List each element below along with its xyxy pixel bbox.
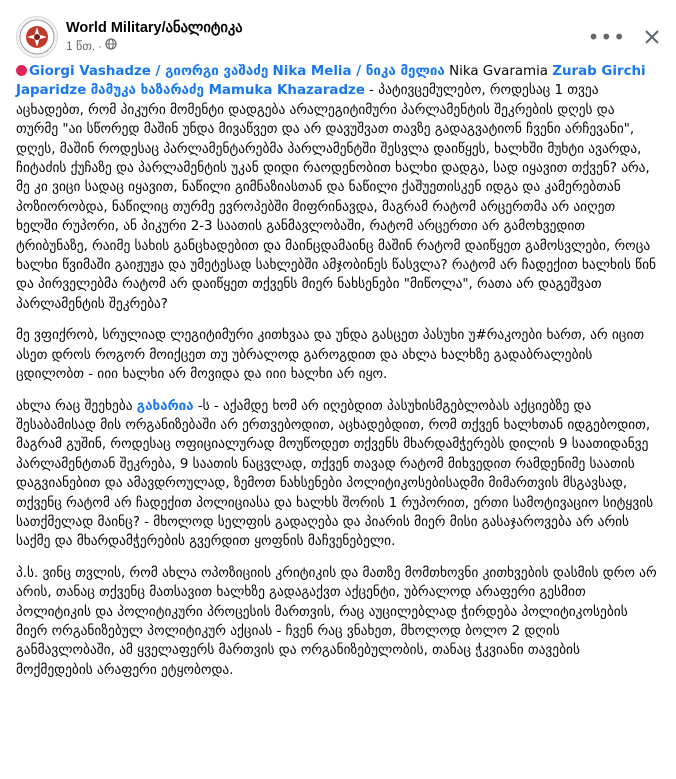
plain-name: Nika Gvaramia xyxy=(449,64,548,79)
mention-link[interactable]: გახარია xyxy=(136,398,194,414)
mention-link[interactable]: Zurab Girchi Japaridze xyxy=(16,64,646,99)
header-actions xyxy=(588,27,660,47)
globe-icon xyxy=(105,37,117,55)
post-meta xyxy=(66,19,588,55)
mention-link[interactable]: მამუკა ხაზარაძე Mamuka Khazaradze xyxy=(90,83,365,99)
military-emblem-icon xyxy=(17,17,57,57)
mention-link[interactable]: Giorgi Vashadze / გიორგი ვაშაძე xyxy=(29,64,269,79)
page-name-link[interactable]: World Military/ანალიტიკა xyxy=(66,20,243,36)
mention-link[interactable]: Nika Melia / ნიკა მელია xyxy=(272,64,445,79)
paragraph-1 xyxy=(16,62,660,314)
paragraph-text: ახლა რაც შეეხება xyxy=(16,398,137,414)
post-time[interactable]: 1 წთ. xyxy=(66,39,96,53)
post-header xyxy=(16,14,660,60)
paragraph-text: - პატივცემულებო, როდესაც 1 თვეა აცხადებთ, რომ პიკური მომენტი დადგება არალეგიტიმური პარლამენტის შეკრების დღეს და თურმე "აი სწორედ მაშინ უნდა მივაწვეთ და არ დავუშვათ თავზე გადაგვატიონ ჩვენი არჩევანი", დღეს, მაშინ როდესაც პარლამენტარებმა პარლამენტში შესვლა დაიწყეს, ხალხში მუხტი ავარდა, ჩიტაძის ქუჩაზე და პარლამენტის უკან დიდი რაოდენობით ხალხი დადგა, სად იყავით თქვენ? არა, მე კი ვიცი სადაც იყავით, ნაწილი გიმნაზიასთან და ნაწილი ქაშუეთისკენ იდგა და კამერებთან პოზიორობდა, ნაწილიც თურმე ევროპებში მიფრინავდა, მაგრამ რატომ არცერთმა არ აიღეთ ხელში რუპორი, ან პიკური 2-3 საათის განმავლობაში, რატომ არცერთი არ გამოხვედით ტრიბუნაზე, რაიმე სახის განცხადებით და მაინცდამაინც მაშინ რატომ დაიწყეთ გამოსვლები, როცა ხალხი წვიმაში გაიჟუჟა და უმეტესად სახლებში ამჯობინეს წასვლა? რატომ არ ჩადექით ხალხის წინ და პირველებმა რატომ არ დაიწყეთ თქვენს მიერ ნახსენები "მიწოლა", რათა არ დაგეშვათ პარლამენტის შეკრება? xyxy=(16,83,657,312)
close-icon[interactable] xyxy=(644,29,660,45)
paragraph-text: -ს - აქამდე ხომ არ იღებდით პასუხისმგებლობას აქციებზე და შესაბამისად მის ორგანიზებაში არ ერთვებოდით, აცხადებდით, რომ თქვენ ხალხთან იდგებოდით, მაგრამ გუშინ, როდესაც ოფიციალურად მოუწოდეთ თქვენს მხარდამჭერებს დილის 9 საათიდანვე პარლამენტთან შეკრება, 9 საათის ნაცვლად, თქვენ თავად რატომ მიხვედით რამდენიმე საათის დაგვიანებით და ამავდროულად, ზემოთ ნახსენები პოლიტიკოსებისადმი მიმართვის მსგავსად, თქვენც რატომ არ ჩადექით პოლიციასა და ხალხს შორის 1 რუპორით, ერთი სამოტივაციო სიტყვის სათქმელად მაინც? - მხოლოდ სელფის გადაღება და პიარის მიერ მისი გასაჯაროვება არ არის საქმე და მხარდამჭერების გვერდით ყოფნის მაჩვენებელი. xyxy=(16,398,654,550)
page-avatar[interactable] xyxy=(16,16,58,58)
meta-separator: · xyxy=(98,39,103,53)
paragraph-4: პ.ს. ვინც თვლის, რომ ახლა ოპოზიციის კრიტიკის და მათზე მომთხოვნი კითხვების დასმის დრო არ არის, თანაც თქვენც მათსავით ხალხზე გადაგაქვთ აქცენტი, უბრალოდ არაფერი გესმით პოლიტიკის და პოლიტიკური პროცესის მართვის, რაც აუცილებლად ჭირდება პოლიტიკოსების მიერ ორგანიზებულ პოლიტიკურ აქციას - ჩვენ რაც ვნახეთ, მხოლოდ ბოლო 2 დღის განმავლობაში, ამ ყველაფერს მართვის და ორგანიზებულობის, თანაც ჭკვიანი თავების მოქმედების არაფერი ეტყობოდა. xyxy=(16,565,657,678)
post-body xyxy=(16,62,660,692)
post-subline xyxy=(66,37,588,55)
paragraph-2: მე ვფიქრობ, სრულიად ლეგიტიმური კითხვაა და უნდა გასცეთ პასუხი უ#რაკოები ხართ, არ იცით ასეთ დროს როგორ მოიქცეთ თუ უბრალოდ გაროგდით და ახლა ხალხზე გადაბრალების ცდილობთ - იიი ხალხი არ მოვიდა და იიი ხალხი არ იყო. xyxy=(16,328,645,383)
paragraph-3 xyxy=(16,397,660,552)
more-options-icon[interactable]: ••• xyxy=(587,25,626,49)
red-circle-icon xyxy=(16,65,27,76)
